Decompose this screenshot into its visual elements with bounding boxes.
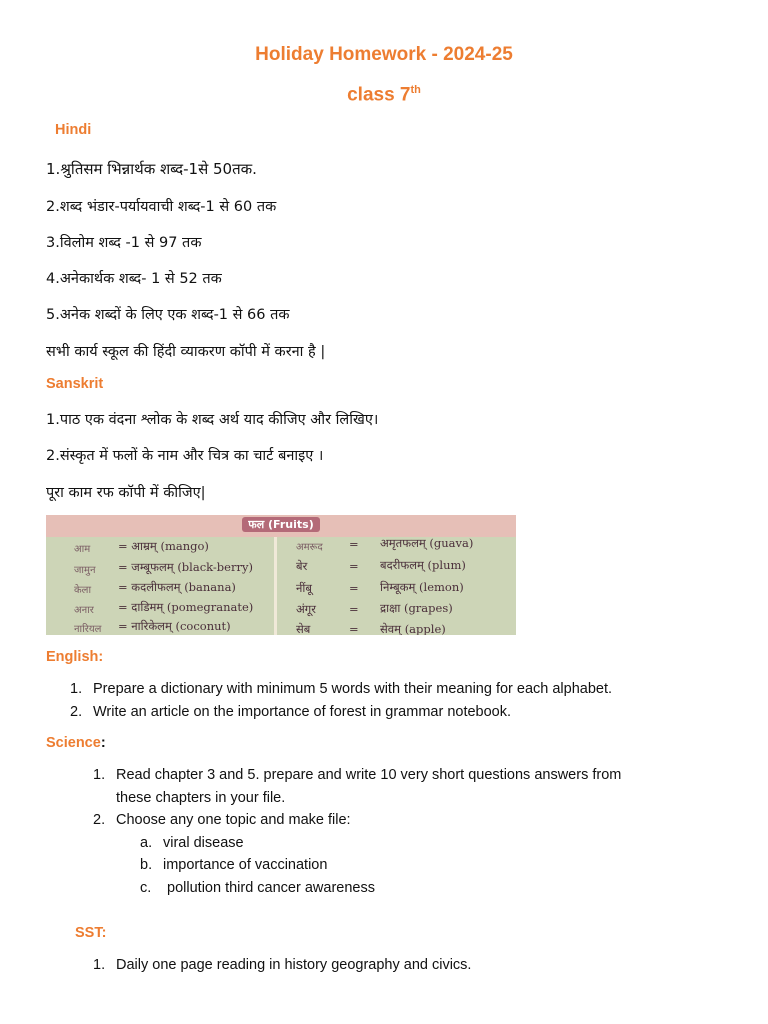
science-subitem-c-text: pollution third cancer awareness	[163, 880, 375, 896]
hindi-item-2: 2.शब्द भंडार-पर्यायवाची शब्द-1 से 60 तक	[46, 199, 277, 215]
list-number: 2.	[70, 704, 83, 720]
fruit-left-sanskrit: = आम्रम् (mango)	[118, 539, 209, 553]
sst-heading: SST:	[75, 925, 107, 941]
english-item-1-text: Prepare a dictionary with minimum 5 words with their meaning for each alphabet.	[93, 681, 613, 697]
hindi-heading: Hindi	[55, 122, 92, 138]
fruit-left-sanskrit: = जम्बूफलम् (black-berry)	[118, 560, 253, 574]
fruit-right-equals: =	[349, 537, 359, 551]
fruit-right-equals: =	[349, 581, 359, 595]
fruit-right-hindi: सेब	[296, 622, 311, 635]
science-item-2-text: Choose any one topic and make file:	[116, 812, 351, 828]
fruit-right-hindi: अमरूद	[296, 542, 323, 553]
fruits-chart-title-wrap	[46, 517, 516, 532]
sst-item-1-text: Daily one page reading in history geography and civics.	[116, 957, 472, 973]
science-subitem-a-text: viral disease	[163, 835, 244, 851]
fruits-chart-title: फल (Fruits)	[242, 517, 319, 532]
list-number: 1.	[93, 957, 106, 973]
fruit-left-hindi: आम	[74, 544, 91, 555]
fruit-left-sanskrit: = नारिकेलम् (coconut)	[118, 619, 231, 633]
fruit-left-sanskrit: = दाडिमम् (pomegranate)	[118, 600, 254, 614]
fruit-right-hindi: नींबू	[296, 581, 312, 595]
hindi-item-5: 5.अनेक शब्दों के लिए एक शब्द-1 से 66 तक	[46, 307, 290, 323]
science-heading-colon: :	[100, 735, 106, 751]
list-number: 2.	[93, 812, 106, 828]
fruit-left-hindi: जामुन	[74, 565, 96, 576]
english-heading: English:	[46, 649, 104, 665]
fruits-chart-image	[46, 515, 516, 635]
fruit-left-hindi: नारियल	[74, 624, 102, 635]
hindi-item-3: 3.विलोम शब्द -1 से 97 तक	[46, 235, 202, 251]
sanskrit-heading: Sanskrit	[46, 376, 104, 392]
fruit-left-hindi: अनार	[74, 605, 94, 616]
fruit-right-equals: =	[349, 602, 359, 616]
science-subitem-b-text: importance of vaccination	[163, 857, 328, 873]
sanskrit-note: पूरा काम रफ कॉपी में कीजिए|	[46, 485, 206, 501]
list-letter: b.	[140, 857, 153, 873]
fruit-right-sanskrit: बदरीफलम् (plum)	[380, 558, 466, 572]
science-item-1-line-1: Read chapter 3 and 5. prepare and write 10 very short questions answers from	[116, 767, 622, 783]
fruit-left-sanskrit: = कदलीफलम् (banana)	[118, 580, 236, 594]
list-number: 1.	[70, 681, 83, 697]
page-title: Holiday Homework - 2024-25	[255, 44, 513, 65]
fruits-chart-divider	[274, 537, 277, 635]
sanskrit-item-2: 2.संस्कृत में फलों के नाम और चित्र का चार्ट बनाइए ।	[46, 448, 324, 464]
list-letter: c.	[140, 880, 152, 896]
science-heading	[46, 735, 106, 751]
fruit-right-equals: =	[349, 622, 359, 635]
science-item-1-line-2: these chapters in your file.	[116, 790, 286, 806]
class-superscript: th	[410, 84, 421, 96]
list-number: 1.	[93, 767, 106, 783]
fruit-left-hindi: केला	[74, 585, 92, 596]
hindi-item-4: 4.अनेकार्थक शब्द- 1 से 52 तक	[46, 271, 222, 287]
fruit-right-sanskrit: निम्बूकम् (lemon)	[380, 580, 464, 594]
fruit-right-sanskrit: द्राक्षा (grapes)	[380, 601, 453, 615]
class-label	[0, 84, 768, 106]
fruit-right-sanskrit: अमृतफलम् (guava)	[380, 536, 474, 550]
science-heading-text: Science	[46, 735, 101, 751]
list-letter: a.	[140, 835, 153, 851]
fruit-right-sanskrit: सेवम् (apple)	[380, 622, 446, 635]
fruit-right-hindi: अंगूर	[296, 602, 316, 616]
hindi-note: सभी कार्य स्कूल की हिंदी व्याकरण कॉपी में करना है |	[46, 344, 326, 360]
class-text: class 7	[347, 84, 411, 106]
sanskrit-item-1: 1.पाठ एक वंदना श्लोक के शब्द अर्थ याद कीजिए और लिखिए।	[46, 412, 379, 428]
english-item-2-text: Write an article on the importance of forest in grammar notebook.	[93, 704, 512, 720]
fruit-right-equals: =	[349, 559, 359, 573]
fruit-right-hindi: बेर	[296, 559, 308, 573]
hindi-item-1: 1.श्रुतिसम भिन्नार्थक शब्द-1से 50तक.	[46, 160, 257, 178]
